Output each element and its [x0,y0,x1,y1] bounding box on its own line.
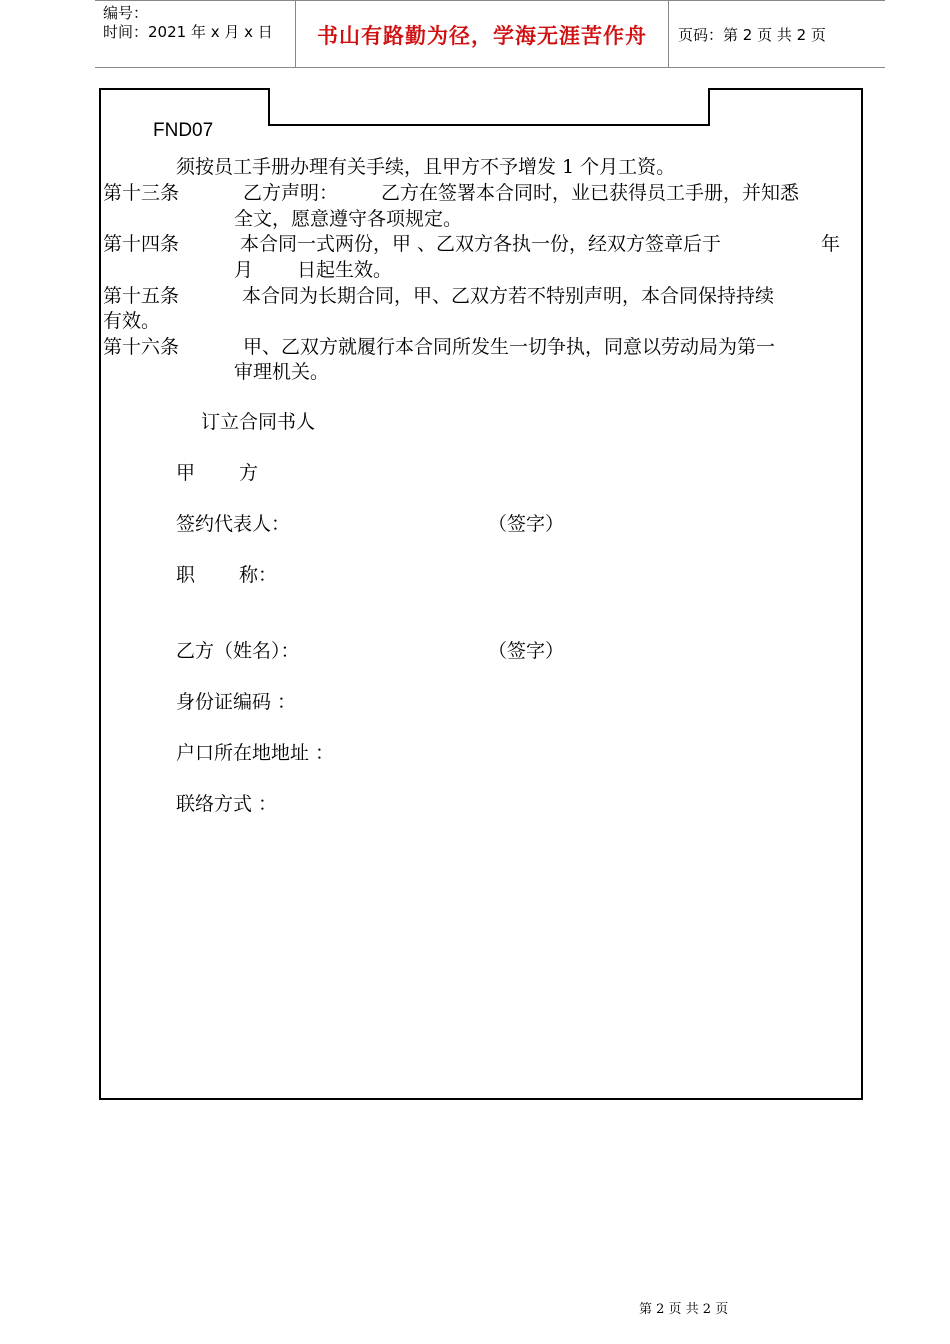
clause-15-heading: 第十五条 [103,285,180,307]
clause-14-heading: 第十四条 [103,233,180,255]
clause-13-text: 全文，愿意遵守各项规定。 [234,208,463,230]
clause-14-text: 月 [234,259,254,281]
address-label: 户口所在地地址 ： [176,742,335,764]
signature-field: （签字） [488,513,565,535]
header-number: 编号： [103,4,149,22]
header-time: 时间：2021 年 x 月 x 日 [103,23,273,41]
contact-label: 联络方式 ： [176,793,278,815]
header-divider [668,0,669,67]
position-label: 职 [176,564,196,586]
party-a-label: 甲 [176,462,196,484]
header-motto: 书山有路勤为径，学海无涯苦作舟 [317,24,647,48]
title-tab-box [268,88,710,126]
page-footer: 第 2 页 共 2 页 [639,1302,729,1317]
party-b-label: 乙方（姓名）： [176,640,300,662]
header-bottom-rule [95,67,885,68]
header-divider [295,0,296,67]
clause-line: 须按员工手册办理有关手续，且甲方不予增发 1 个月工资。 [176,156,676,178]
id-number-label: 身份证编码 ： [176,691,297,713]
representative-label: 签约代表人： [176,513,291,535]
clause-13-text: 乙方在签署本合同时，业已获得员工手册，并知悉 [381,182,800,204]
doc-code: FND07 [153,120,214,141]
party-a-label: 方 [239,462,259,484]
clause-16-heading: 第十六条 [103,336,180,358]
clause-16-text: 甲、乙双方就履行本合同所发生一切争执，同意以劳动局为第一 [243,336,776,358]
clause-14-text: 日起生效。 [297,259,393,281]
clause-16-text: 审理机关。 [234,361,330,383]
header-page: 页码：第 2 页 共 2 页 [678,26,826,44]
signing-title: 订立合同书人 [201,411,316,433]
signature-field: （签字） [488,640,565,662]
clause-13-text: 乙方声明： [243,182,339,204]
clause-14-text: 本合同一式两份，甲 、乙双方各执一份，经双方签章后于 [240,233,722,255]
clause-13-heading: 第十三条 [103,182,180,204]
clause-15-text: 有效。 [103,310,161,332]
header-top-rule [95,0,885,1]
clause-14-text: 年 [821,233,841,255]
position-label: 称： [239,564,278,586]
clause-15-text: 本合同为长期合同，甲、乙双方若不特别声明，本合同保持持续 [242,285,775,307]
